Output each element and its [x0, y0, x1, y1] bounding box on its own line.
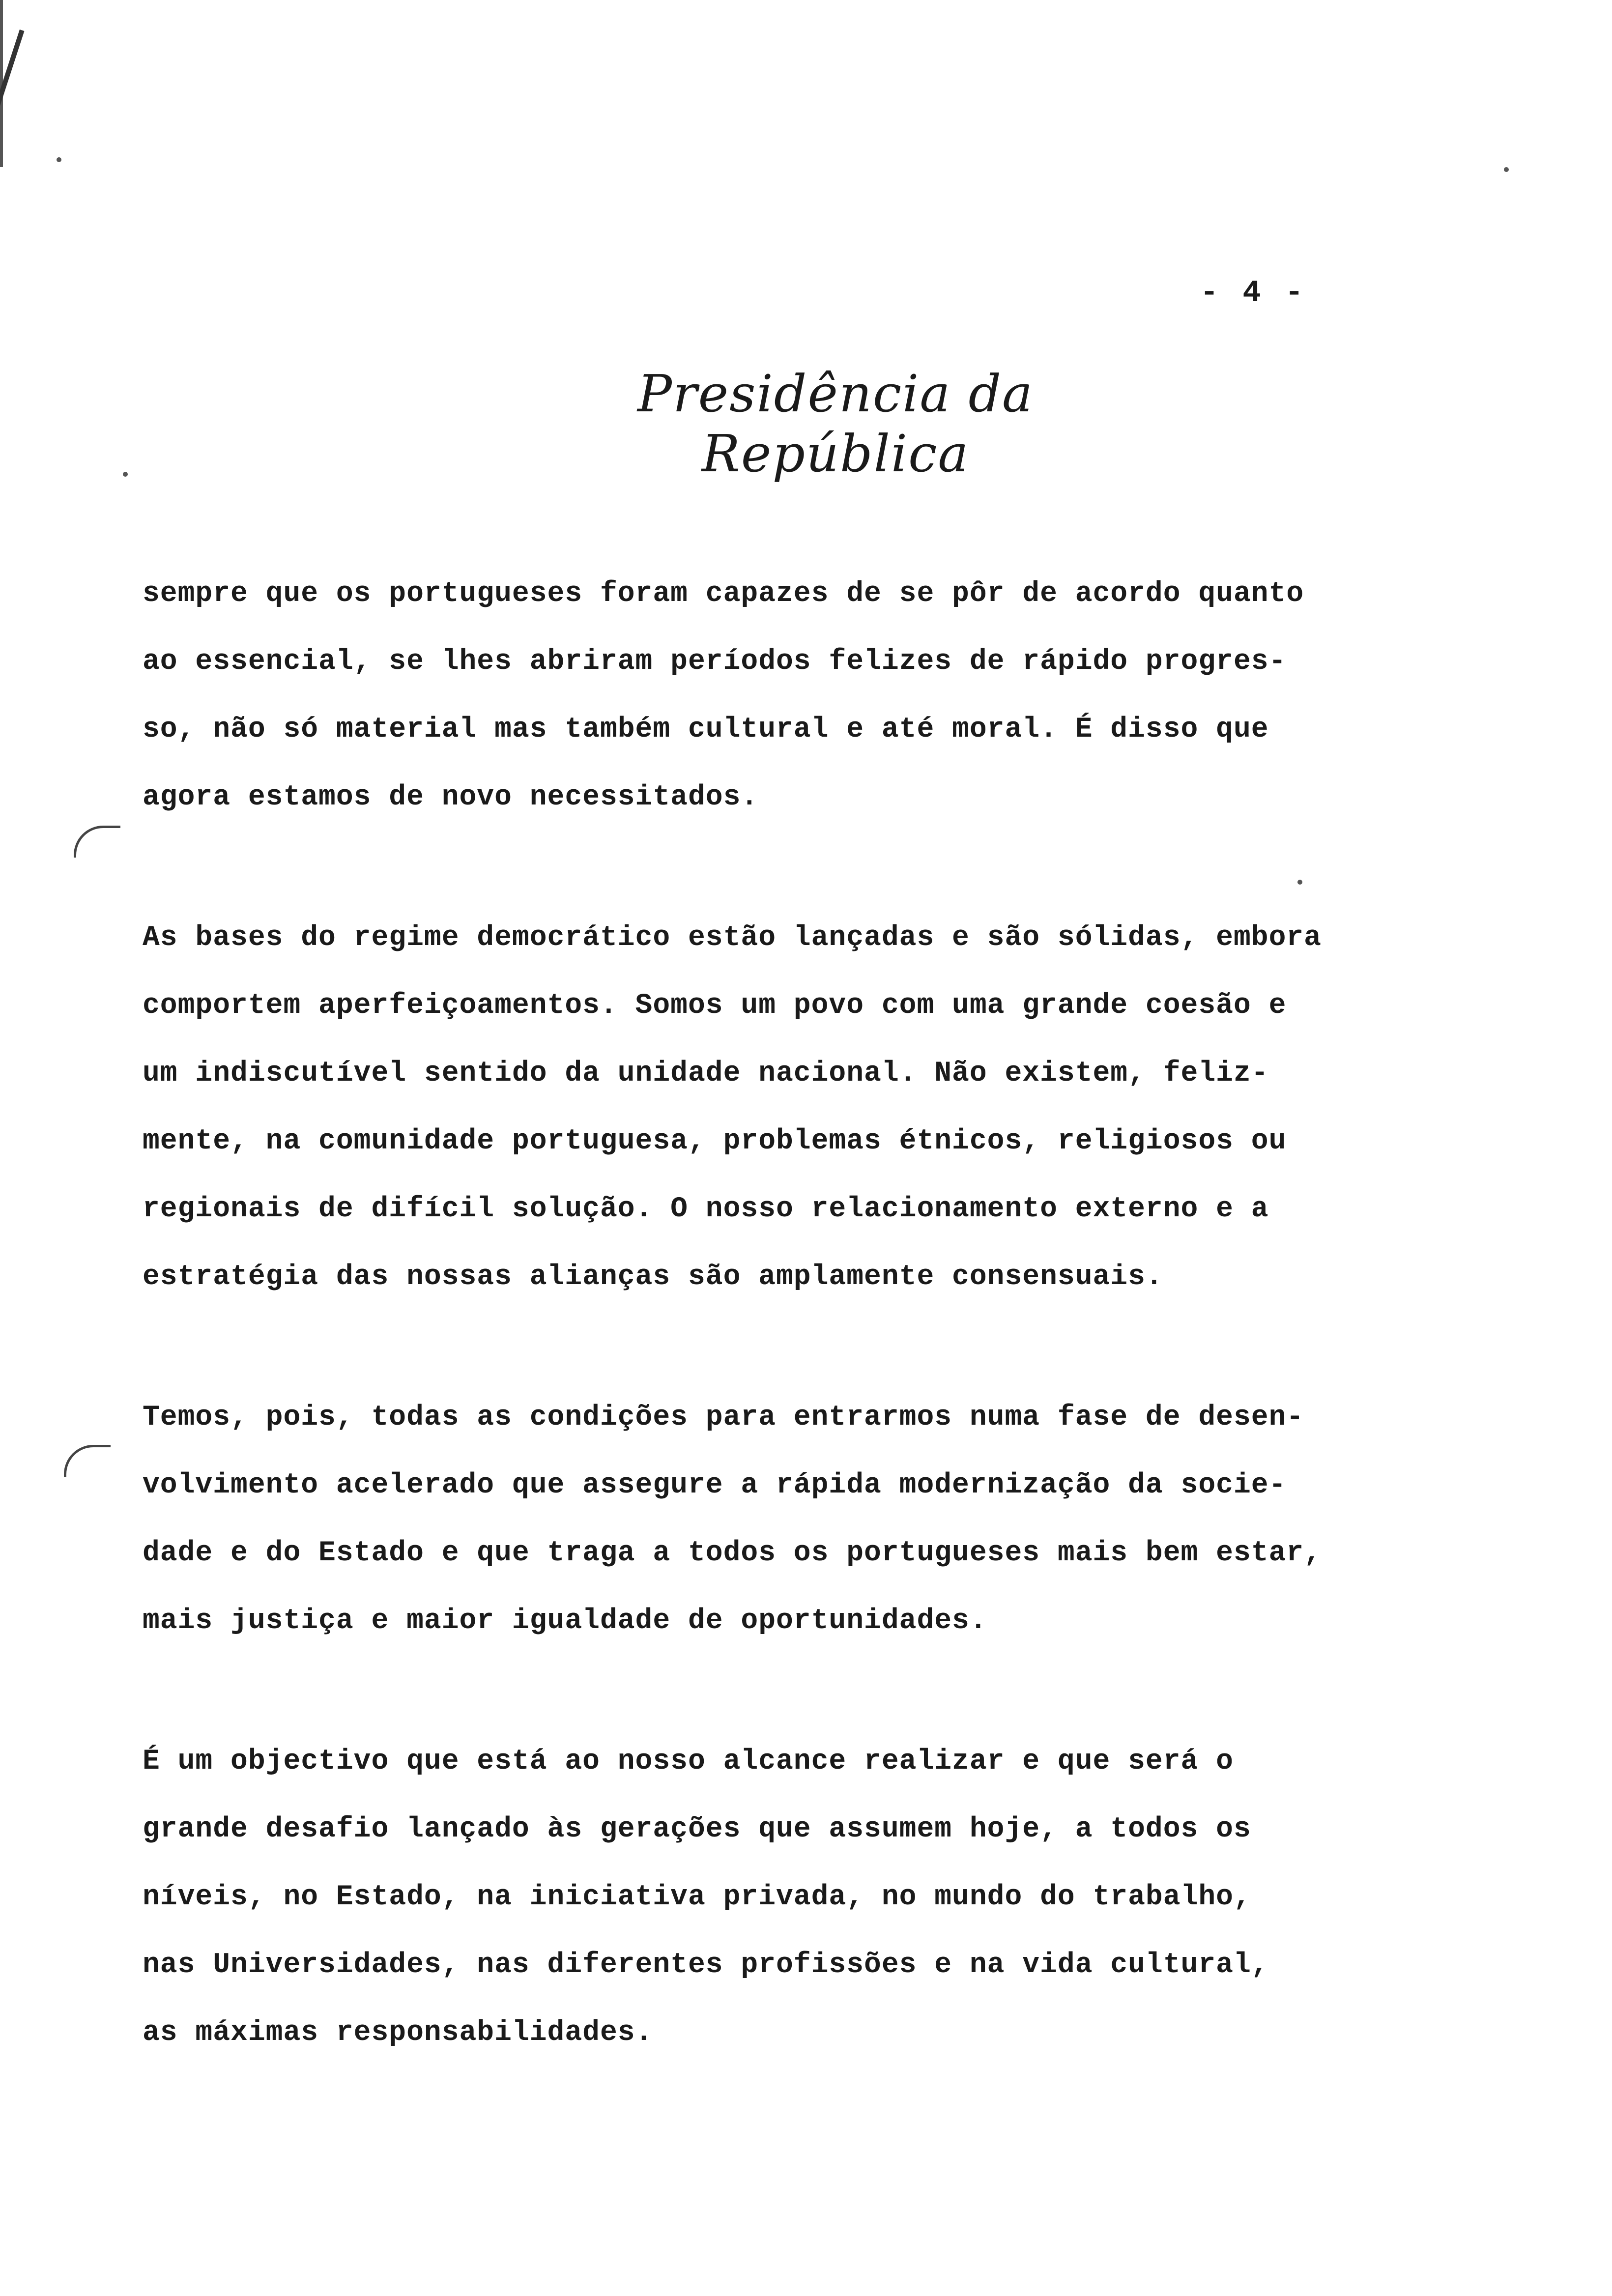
text-line: É um objectivo que está ao nosso alcance realizar e que será o: [143, 1746, 1234, 1778]
letterhead: [565, 354, 1106, 484]
handwritten-slash-mark: [0, 29, 25, 171]
text-line: mente, na comunidade portuguesa, problemas étnicos, religiosos ou: [143, 1125, 1287, 1157]
page-number: - 4 -: [1200, 275, 1307, 310]
paragraph: [143, 1384, 1509, 1655]
letterhead-title: Presidência da República: [637, 364, 1034, 484]
text-line: Temos, pois, todas as condições para entrarmos numa fase de desen-: [143, 1402, 1304, 1434]
scan-dot: [57, 157, 61, 162]
text-line: volvimento acelerado que assegure a rápida modernização da socie-: [143, 1469, 1287, 1501]
text-line: so, não só material mas também cultural e até moral. É disso que: [143, 714, 1269, 746]
text-line: As bases do regime democrático estão lançadas e são sólidas, embora: [143, 922, 1322, 954]
text-line: estratégia das nossas alianças são amplamente consensuais.: [143, 1261, 1163, 1293]
paragraph: [143, 904, 1509, 1311]
text-line: mais justiça e maior igualdade de oportunidades.: [143, 1605, 987, 1637]
scan-dot: [123, 472, 128, 477]
paragraph: [143, 560, 1509, 832]
body-text: [143, 560, 1509, 2140]
paragraph: [143, 1728, 1509, 2067]
text-line: comportem aperfeiçoamentos. Somos um povo com uma grande coesão e: [143, 990, 1287, 1022]
text-line: níveis, no Estado, na iniciativa privada, no mundo do trabalho,: [143, 1881, 1251, 1913]
text-line: as máximas responsabilidades.: [143, 2017, 653, 2049]
text-line: dade e do Estado e que traga a todos os portugueses mais bem estar,: [143, 1537, 1322, 1569]
text-line: sempre que os portugueses foram capazes de se pôr de acordo quanto: [143, 578, 1304, 610]
margin-bracket-mark: [64, 1445, 111, 1477]
scan-dot: [1504, 167, 1509, 172]
text-line: grande desafio lançado às gerações que assumem hoje, a todos os: [143, 1813, 1251, 1845]
margin-bracket-mark: [74, 826, 120, 858]
text-line: nas Universidades, nas diferentes profissões e na vida cultural,: [143, 1949, 1269, 1981]
text-line: um indiscutível sentido da unidade nacional. Não existem, feliz-: [143, 1058, 1269, 1090]
text-line: regionais de difícil solução. O nosso relacionamento externo e a: [143, 1193, 1269, 1225]
text-line: ao essencial, se lhes abriram períodos felizes de rápido progres-: [143, 646, 1287, 678]
text-line: agora estamos de novo necessitados.: [143, 781, 759, 813]
